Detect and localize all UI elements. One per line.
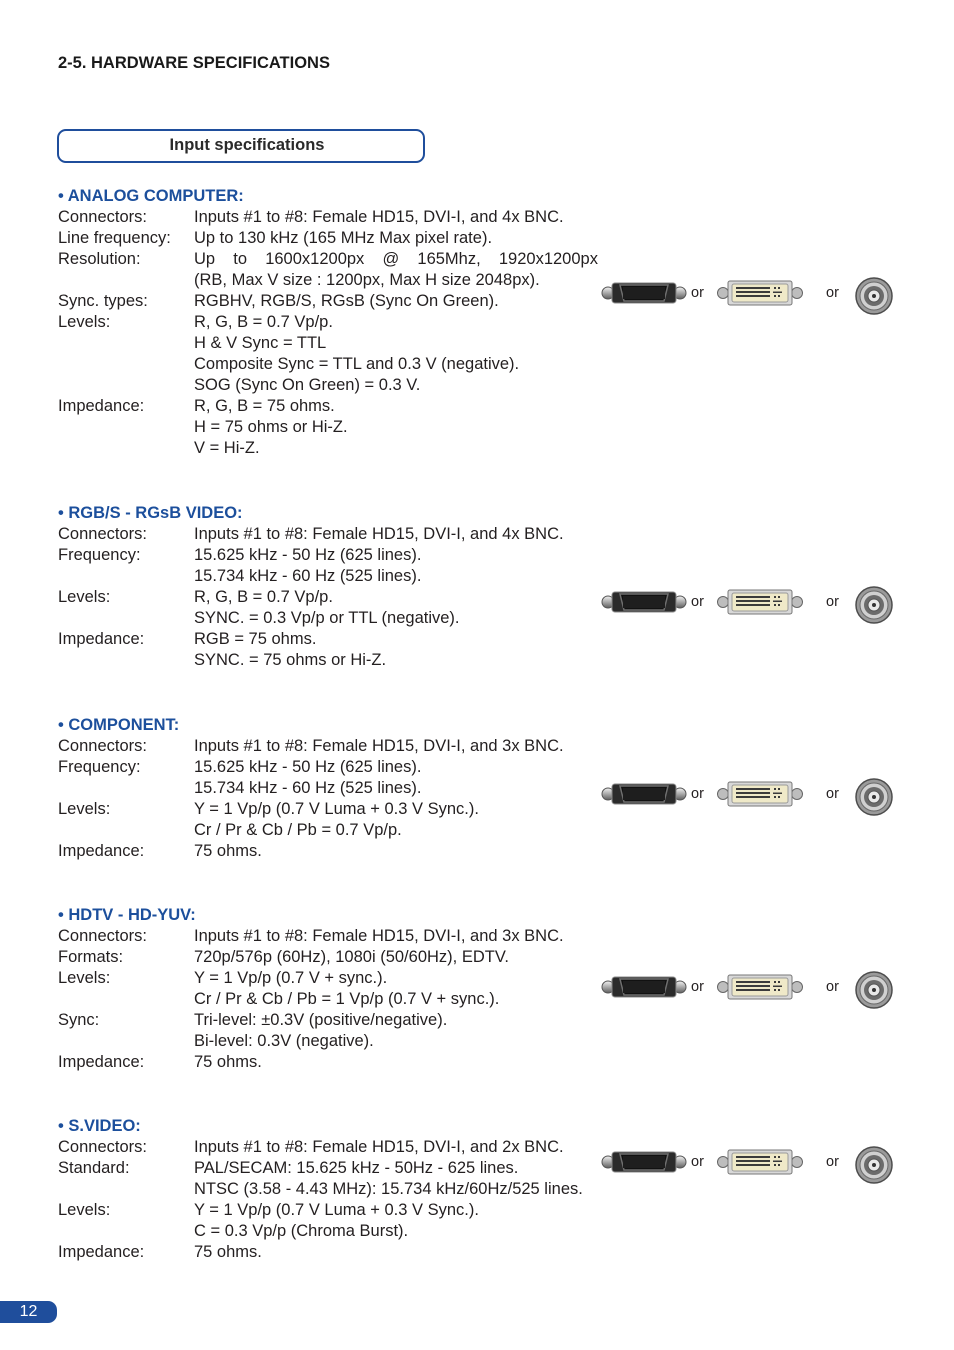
spec-label: Impedance: [58,842,145,860]
spec-row [58,354,603,375]
spec-row [58,989,603,1010]
spec-value: Inputs #1 to #8: Female HD15, DVI-I, and 4x BNC. [194,525,564,543]
spec-row [58,438,603,459]
section-title: • S.VIDEO: [58,1117,141,1135]
spec-value: SYNC. = 0.3 Vp/p or TTL (negative). [194,609,460,627]
spec-label: Resolution: [58,250,141,268]
spec-value: 75 ohms. [194,1053,262,1071]
spec-label: Sync: [58,1011,100,1029]
spec-row [58,1010,603,1031]
bnc-connector-icon [854,777,894,817]
spec-row [58,650,603,671]
input-specifications-box [57,129,425,163]
spec-row [58,947,603,968]
connector-icons-row [600,585,895,625]
spec-label: Connectors: [58,525,147,543]
spec-label [58,270,194,291]
or-label: or [826,786,839,802]
spec-label [58,375,194,396]
spec-row [58,228,603,249]
spec-section [58,503,603,671]
spec-row [58,1158,603,1179]
spec-label [58,566,194,587]
spec-row [58,968,603,989]
spec-row [58,1221,603,1242]
page-number: 12 [0,1301,57,1323]
spec-label: Impedance: [58,1053,145,1071]
spec-value: Up to 1600x1200px @ 165Mhz, 1920x1200px [194,250,598,268]
spec-label: Standard: [58,1159,130,1177]
spec-row [58,207,603,228]
spec-value: V = Hi-Z. [194,439,260,457]
page-heading: 2-5. HARDWARE SPECIFICATIONS [58,54,330,72]
spec-value: Inputs #1 to #8: Female HD15, DVI-I, and 3x BNC. [194,927,564,945]
spec-row [58,587,603,608]
spec-section [58,186,603,459]
spec-label: Line frequency: [58,229,171,247]
spec-value: 75 ohms. [194,1243,262,1261]
spec-row [58,926,603,947]
spec-label [58,608,194,629]
spec-row [58,312,603,333]
spec-value: NTSC (3.58 - 4.43 MHz): 15.734 kHz/60Hz/525 lines. [194,1180,583,1198]
spec-value: H & V Sync = TTL [194,334,327,352]
spec-row [58,757,603,778]
spec-value: Inputs #1 to #8: Female HD15, DVI-I, and 4x BNC. [194,208,564,226]
spec-section [58,905,603,1073]
connector-icons-row [600,1145,895,1185]
spec-value: R, G, B = 75 ohms. [194,397,335,415]
or-label: or [691,1154,704,1170]
spec-label: Impedance: [58,397,145,415]
spec-label: Connectors: [58,737,147,755]
or-label: or [691,786,704,802]
spec-label: Levels: [58,588,111,606]
or-label: or [691,594,704,610]
spec-value: 15.734 kHz - 60 Hz (525 lines). [194,779,422,797]
spec-label: Connectors: [58,208,147,226]
spec-value: Inputs #1 to #8: Female HD15, DVI-I, and 3x BNC. [194,737,564,755]
spec-row [58,629,603,650]
spec-label: Impedance: [58,630,145,648]
spec-row [58,799,603,820]
spec-row [58,841,603,862]
hd15-vga-connector-icon [600,972,688,1002]
hd15-vga-connector-icon [600,278,688,308]
spec-row [58,778,603,799]
bnc-connector-icon [854,585,894,625]
spec-value: R, G, B = 0.7 Vp/p. [194,313,333,331]
spec-row [58,566,603,587]
spec-row [58,249,603,270]
spec-label [58,354,194,375]
spec-label: Levels: [58,1201,111,1219]
spec-label [58,820,194,841]
spec-row [58,1200,603,1221]
spec-value: SOG (Sync On Green) = 0.3 V. [194,376,421,394]
section-title: • RGB/S - RGsB VIDEO: [58,504,243,522]
spec-value: Up to 130 kHz (165 MHz Max pixel rate). [194,229,493,247]
spec-row [58,333,603,354]
or-label: or [826,1154,839,1170]
spec-value: H = 75 ohms or Hi-Z. [194,418,348,436]
spec-value: RGB = 75 ohms. [194,630,317,648]
spec-row [58,417,603,438]
spec-label [58,1221,194,1242]
input-specifications-title: Input specifications [169,136,325,154]
spec-label [58,778,194,799]
spec-label: Levels: [58,969,111,987]
spec-label: Frequency: [58,546,141,564]
spec-label [58,650,194,671]
spec-label [58,1031,194,1052]
hd15-vga-connector-icon [600,1147,688,1177]
spec-row [58,545,603,566]
spec-value: R, G, B = 0.7 Vp/p. [194,588,333,606]
spec-row [58,396,603,417]
spec-label [58,1179,194,1200]
spec-label: Levels: [58,800,111,818]
spec-label: Connectors: [58,927,147,945]
spec-label: Connectors: [58,1138,147,1156]
hd15-vga-connector-icon [600,779,688,809]
spec-label: Levels: [58,313,111,331]
spec-value: SYNC. = 75 ohms or Hi-Z. [194,651,387,669]
section-title: • HDTV - HD-YUV: [58,906,196,924]
spec-row [58,291,603,312]
bnc-connector-icon [854,970,894,1010]
spec-value: (RB, Max V size : 1200px, Max H size 2048px). [194,271,540,289]
or-label: or [826,594,839,610]
spec-value: RGBHV, RGB/S, RGsB (Sync On Green). [194,292,499,310]
spec-row [58,1137,603,1158]
spec-row [58,1242,603,1263]
spec-label: Formats: [58,948,124,966]
bnc-connector-icon [854,276,894,316]
or-label: or [691,285,704,301]
spec-row [58,270,603,291]
section-title: • COMPONENT: [58,716,180,734]
spec-value: 15.734 kHz - 60 Hz (525 lines). [194,567,422,585]
spec-value: Composite Sync = TTL and 0.3 V (negative). [194,355,520,373]
spec-row [58,820,603,841]
spec-row [58,375,603,396]
spec-value: 15.625 kHz - 50 Hz (625 lines). [194,758,422,776]
bnc-connector-icon [854,1145,894,1185]
spec-value: Tri-level: ±0.3V (positive/negative). [194,1011,448,1029]
spec-value: Y = 1 Vp/p (0.7 V + sync.). [194,969,388,987]
dvi-i-connector-icon [716,1147,804,1177]
spec-value: 720p/576p (60Hz), 1080i (50/60Hz), EDTV. [194,948,509,966]
spec-value: Y = 1 Vp/p (0.7 V Luma + 0.3 V Sync.). [194,800,479,818]
spec-value: Inputs #1 to #8: Female HD15, DVI-I, and 2x BNC. [194,1138,564,1156]
spec-label [58,333,194,354]
spec-label [58,417,194,438]
spec-value: Y = 1 Vp/p (0.7 V Luma + 0.3 V Sync.). [194,1201,479,1219]
spec-label: Sync. types: [58,292,148,310]
or-label: or [691,979,704,995]
spec-value: Cr / Pr & Cb / Pb = 0.7 Vp/p. [194,821,402,839]
spec-label [58,438,194,459]
spec-value: Cr / Pr & Cb / Pb = 1 Vp/p (0.7 V + sync.). [194,990,500,1008]
spec-value: Bi-level: 0.3V (negative). [194,1032,374,1050]
or-label: or [826,979,839,995]
connector-icons-row [600,970,895,1010]
spec-label [58,989,194,1010]
dvi-i-connector-icon [716,278,804,308]
spec-row [58,608,603,629]
spec-row [58,1179,603,1200]
dvi-i-connector-icon [716,587,804,617]
section-title: • ANALOG COMPUTER: [58,187,244,205]
spec-value: C = 0.3 Vp/p (Chroma Burst). [194,1222,409,1240]
spec-row [58,1052,603,1073]
spec-row [58,1031,603,1052]
spec-section [58,715,603,862]
or-label: or [826,285,839,301]
spec-section [58,1116,603,1263]
spec-value: 75 ohms. [194,842,262,860]
spec-label: Frequency: [58,758,141,776]
hd15-vga-connector-icon [600,587,688,617]
spec-row [58,736,603,757]
dvi-i-connector-icon [716,779,804,809]
spec-label: Impedance: [58,1243,145,1261]
connector-icons-row [600,777,895,817]
spec-row [58,524,603,545]
connector-icons-row [600,276,895,316]
spec-value: 15.625 kHz - 50 Hz (625 lines). [194,546,422,564]
spec-value: PAL/SECAM: 15.625 kHz - 50Hz - 625 lines. [194,1159,519,1177]
dvi-i-connector-icon [716,972,804,1002]
